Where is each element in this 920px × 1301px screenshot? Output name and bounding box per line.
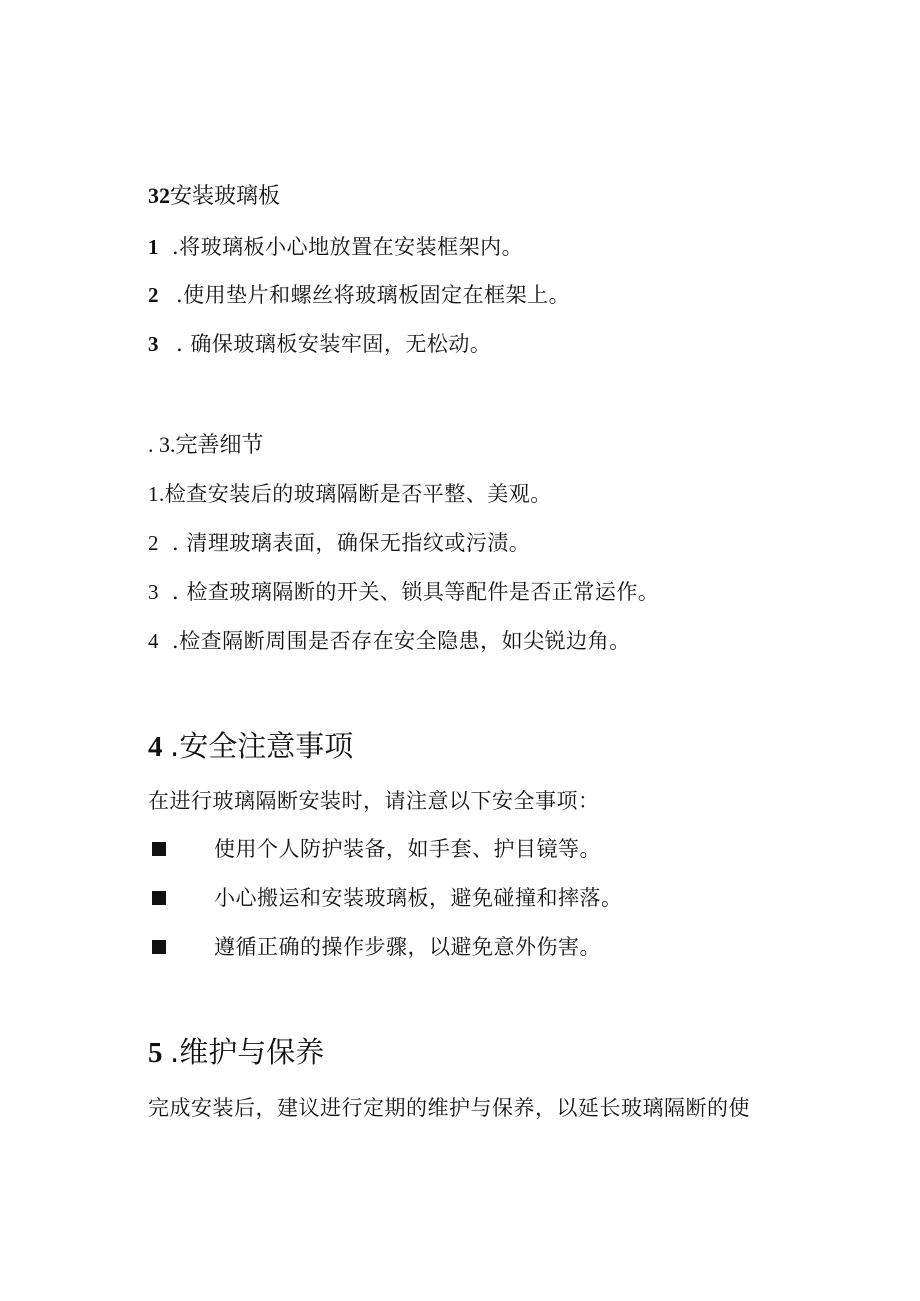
section-number: 4 [148,731,163,763]
section-intro: 完成安装后，建议进行定期的维护与保养，以延长玻璃隔断的使 [148,1096,750,1120]
step-number: 3 [148,580,159,604]
bullet-item: 小心搬运和安装玻璃板，避免碰撞和摔落。 [214,886,623,910]
bullet-item: 使用个人防护装备，如手套、护目镜等。 [214,837,601,861]
step-item [148,533,530,554]
step-number: 1 [148,235,159,259]
bullet-item: 遵循正确的操作步骤，以避免意外伤害。 [214,935,601,959]
step-item [148,484,552,505]
step-text: . 确保玻璃板安装牢固，无松动。 [176,332,492,356]
section-intro: 在进行玻璃隔断安装时，请注意以下安全事项： [148,789,600,813]
square-bullet-icon [152,842,166,856]
section-title: .安全注意事项 [170,729,354,763]
subsection-heading-3-3 [148,434,264,457]
step-number: 4 [148,629,159,653]
subsection-number: . 3. [148,432,176,457]
step-text: . 清理玻璃表面，确保无指纹或污渍。 [172,531,531,555]
step-text: 检查安装后的玻璃隔断是否平整、美观。 [164,482,552,506]
step-number: 3 [148,332,159,356]
square-bullet-icon [152,891,166,905]
step-number: 2 [148,283,159,307]
section-number: 5 [148,1037,163,1069]
subsection-title: 完善细节 [175,433,264,458]
step-text: .检查隔断周围是否存在安全隐患，如尖锐边角。 [172,629,631,653]
section-heading-5 [148,1035,325,1069]
step-number: 1. [148,482,165,506]
subsection-number: 32 [148,183,170,208]
step-text: .将玻璃板小心地放置在安装框架内。 [172,235,524,259]
step-number: 2 [148,531,159,555]
subsection-title: 安装玻璃板 [170,184,281,209]
step-text: . 检查玻璃隔断的开关、锁具等配件是否正常运作。 [172,580,660,604]
subsection-heading-3-2 [148,185,280,208]
step-item [148,582,659,603]
step-item [148,237,523,258]
step-item [148,334,491,355]
step-item [148,285,570,306]
square-bullet-icon [152,940,166,954]
section-heading-4 [148,729,354,763]
step-text: .使用垫片和螺丝将玻璃板固定在框架上。 [176,283,571,307]
step-item [148,631,631,652]
section-title: .维护与保养 [170,1035,325,1069]
